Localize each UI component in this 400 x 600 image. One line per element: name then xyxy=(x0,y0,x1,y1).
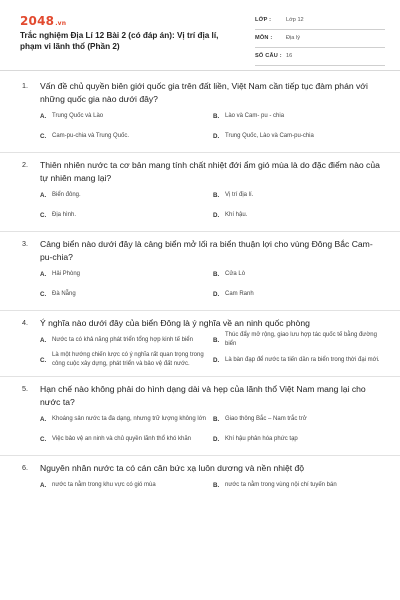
answer-option[interactable] xyxy=(213,429,386,449)
answer-option[interactable] xyxy=(40,106,213,126)
option-text: Đà Nẵng xyxy=(52,290,76,297)
question-list xyxy=(0,80,400,495)
answer-options xyxy=(40,475,380,495)
answer-option[interactable] xyxy=(40,429,213,449)
answer-option[interactable] xyxy=(213,106,386,126)
option-text: Việc bảo vệ an ninh và chủ quyền lãnh thổ khó khăn xyxy=(52,435,191,442)
meta-value: Địa lý xyxy=(286,35,300,41)
option-letter: B. xyxy=(213,112,220,120)
option-letter: D. xyxy=(213,290,220,298)
question-item xyxy=(0,238,400,304)
answer-option[interactable] xyxy=(40,475,213,495)
answer-options xyxy=(40,106,380,146)
answer-option[interactable] xyxy=(213,409,386,429)
option-letter: D. xyxy=(213,132,220,140)
option-text: Địa hình. xyxy=(52,211,77,218)
answer-option[interactable] xyxy=(213,205,386,225)
question-text: Nguyên nhân nước ta có cán cân bức xạ luôn dương và nền nhiệt độ xyxy=(40,463,305,473)
option-text: Hải Phòng xyxy=(52,270,81,277)
quiz-meta xyxy=(255,14,385,68)
logo-text: 2048 xyxy=(20,14,55,28)
question-text: Hạn chế nào không phải do hình dạng dài và hẹp của lãnh thổ Việt Nam mang lại cho nước ta? xyxy=(40,384,366,407)
option-letter: A. xyxy=(40,415,47,423)
option-text: Cam Ranh xyxy=(225,290,254,297)
answer-option[interactable] xyxy=(40,264,213,284)
question-number: 5. xyxy=(22,384,28,393)
question-item xyxy=(0,80,400,146)
meta-row-count xyxy=(255,50,385,66)
answer-option[interactable] xyxy=(40,330,213,350)
answer-option[interactable] xyxy=(213,264,386,284)
question-item xyxy=(0,462,400,495)
option-text: nước ta nằm trong vùng nội chí tuyến bán xyxy=(225,481,337,488)
question-number: 2. xyxy=(22,160,28,169)
option-letter: C. xyxy=(40,290,47,298)
question-divider xyxy=(0,455,400,456)
answer-option[interactable] xyxy=(213,284,386,304)
option-letter: D. xyxy=(213,211,220,219)
option-letter: B. xyxy=(213,336,220,344)
option-letter: C. xyxy=(40,435,47,443)
option-letter: A. xyxy=(40,270,47,278)
question-text: Cảng biển nào dưới đây là cảng biển mở lối ra biển thuận lợi cho vùng Đông Bắc Cam-pu-chia? xyxy=(40,239,373,262)
question-text: Thiên nhiên nước ta cơ bản mang tính chất nhiệt đới ẩm gió mùa là do đặc điểm nào của tự nhiên mang lại? xyxy=(40,160,380,183)
answer-option[interactable] xyxy=(213,475,386,495)
option-text: Nước ta có khả năng phát triển tổng hợp kinh tế biển xyxy=(52,336,193,343)
meta-label: SỐ CÂU : xyxy=(255,53,282,59)
answer-option[interactable] xyxy=(213,350,386,370)
option-letter: C. xyxy=(40,132,47,140)
option-letter: B. xyxy=(213,415,220,423)
option-text: Khí hậu phân hóa phức tạp xyxy=(225,435,298,442)
question-number: 4. xyxy=(22,318,28,327)
option-letter: A. xyxy=(40,336,47,344)
option-text: Lào và Cam- pu - chia xyxy=(225,112,285,119)
answer-option[interactable] xyxy=(213,330,386,350)
answer-options xyxy=(40,330,380,370)
option-text: Cam-pu-chia và Trung Quốc. xyxy=(52,132,130,139)
option-text: Vị trí địa lí. xyxy=(225,191,254,198)
answer-option[interactable] xyxy=(213,126,386,146)
site-logo[interactable] xyxy=(20,14,66,28)
option-text: Khí hậu. xyxy=(225,211,248,218)
question-divider xyxy=(0,231,400,232)
meta-row-subject xyxy=(255,32,385,48)
question-divider xyxy=(0,152,400,153)
question-item xyxy=(0,383,400,449)
meta-label: MÔN : xyxy=(255,35,273,41)
meta-row-grade xyxy=(255,14,385,30)
answer-option[interactable] xyxy=(40,126,213,146)
meta-value: 16 xyxy=(286,53,293,59)
option-letter: A. xyxy=(40,481,47,489)
option-letter: A. xyxy=(40,112,47,120)
option-text: Khoáng sản nước ta đa dạng, nhưng trữ lượng không lớn xyxy=(52,415,206,422)
option-letter: B. xyxy=(213,191,220,199)
option-letter: A. xyxy=(40,191,47,199)
option-letter: B. xyxy=(213,481,220,489)
option-text: Trung Quốc, Lào và Cam-pu-chia xyxy=(225,132,314,139)
header-divider xyxy=(0,70,400,71)
question-divider xyxy=(0,376,400,377)
answer-options xyxy=(40,185,380,225)
option-text: Giao thông Bắc – Nam trắc trở xyxy=(225,415,307,422)
answer-option[interactable] xyxy=(40,185,213,205)
question-text: Ý nghĩa nào dưới đây của biển Đông là ý nghĩa về an ninh quốc phòng xyxy=(40,318,310,328)
option-letter: D. xyxy=(213,435,220,443)
answer-option[interactable] xyxy=(213,185,386,205)
question-number: 1. xyxy=(22,81,28,90)
question-divider xyxy=(0,310,400,311)
question-item xyxy=(0,317,400,370)
page-title: Trắc nghiệm Địa Lí 12 Bài 2 (có đáp án): Vị trí địa lí, phạm vi lãnh thổ (Phần 2) xyxy=(20,31,219,51)
option-text: Thúc đẩy mở rộng, giao lưu hợp tác quốc tế bằng đường biển xyxy=(225,332,377,347)
option-text: Cửa Lò xyxy=(225,270,246,277)
option-letter: D. xyxy=(213,356,220,364)
question-number: 6. xyxy=(22,463,28,472)
option-text: Là một hướng chiến lược có ý nghĩa rất quan trọng trong công cuộc xây dựng, phát triển và bảo vệ đất nước. xyxy=(52,352,204,367)
header xyxy=(0,0,400,66)
option-letter: C. xyxy=(40,211,47,219)
option-letter: C. xyxy=(40,356,47,364)
meta-label: LỚP : xyxy=(255,17,272,23)
answer-option[interactable] xyxy=(40,350,213,370)
logo-tld: .vn xyxy=(55,20,67,27)
question-text: Vấn đề chủ quyền biên giới quốc gia trên đất liền, Việt Nam cần tiếp tục đàm phán với những quốc gia nào dưới đây? xyxy=(40,81,368,104)
answer-options xyxy=(40,409,380,449)
answer-option[interactable] xyxy=(40,284,213,304)
option-text: Là bàn đạp để nước ta tiến dần ra biển trong thời đại mới. xyxy=(225,356,380,363)
answer-option[interactable] xyxy=(40,205,213,225)
option-text: nước ta nằm trong khu vực có gió mùa xyxy=(52,481,156,488)
question-item xyxy=(0,159,400,225)
meta-value: Lớp 12 xyxy=(286,17,304,23)
answer-options xyxy=(40,264,380,304)
option-text: Trung Quốc và Lào xyxy=(52,112,104,119)
question-number: 3. xyxy=(22,239,28,248)
option-letter: B. xyxy=(213,270,220,278)
option-text: Biển đông. xyxy=(52,191,81,198)
answer-option[interactable] xyxy=(40,409,213,429)
